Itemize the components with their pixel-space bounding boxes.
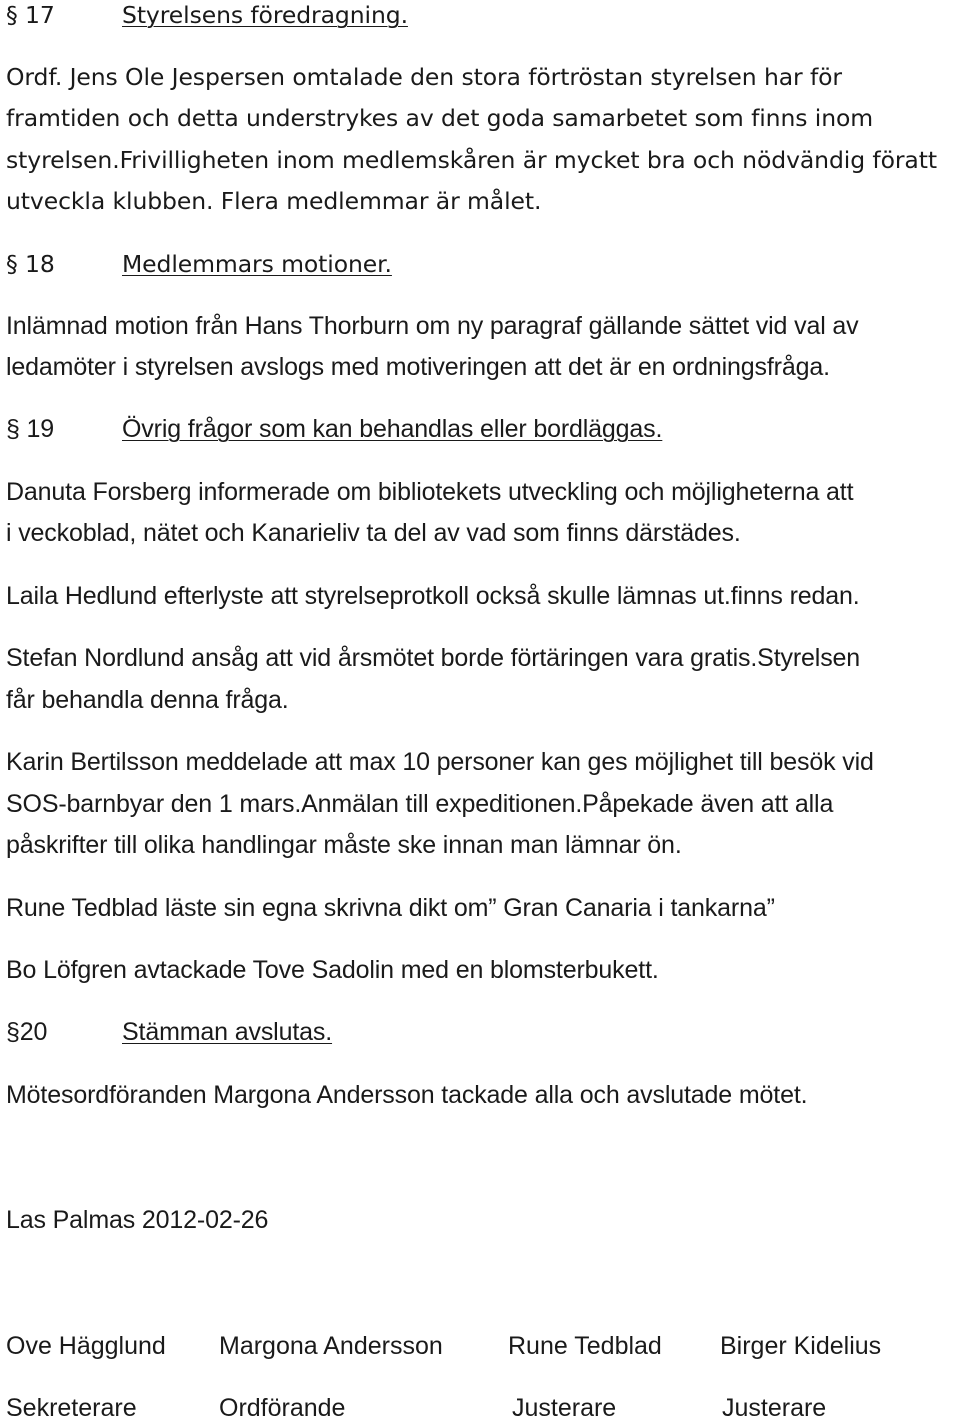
section-number: § 19 xyxy=(6,415,55,443)
paragraph-line: styrelsen.Frivilligheten inom medlemskåren är mycket bra och nödvändig föratt xyxy=(6,146,937,174)
paragraph-line: Bo Löfgren avtackade Tove Sadolin med en blomsterbukett. xyxy=(6,956,659,984)
section-heading-20 xyxy=(6,1017,332,1047)
signature-name: Margona Andersson xyxy=(219,1332,443,1360)
paragraph-line: Stefan Nordlund ansåg att vid årsmötet borde förtäringen vara gratis.Styrelsen xyxy=(6,644,861,672)
section-title: Styrelsens föredragning. xyxy=(122,1,408,29)
section-number: §20 xyxy=(6,1018,48,1046)
paragraph-line: påskrifter till olika handlingar måste ske innan man lämnar ön. xyxy=(6,831,682,859)
paragraph-line: utveckla klubben. Flera medlemmar är målet. xyxy=(6,187,542,215)
paragraph-line: Danuta Forsberg informerade om bibliotekets utveckling och möjligheterna att xyxy=(6,478,854,506)
section-title: Stämman avslutas. xyxy=(122,1018,333,1046)
section-title: Medlemmars motioner. xyxy=(122,250,392,278)
paragraph-line: Ordf. Jens Ole Jespersen omtalade den stora förtröstan styrelsen har för xyxy=(6,63,842,91)
signature-name: Birger Kidelius xyxy=(720,1332,882,1360)
section-number: § 18 xyxy=(6,250,55,278)
paragraph-line: framtiden och detta understrykes av det goda samarbetet som finns inom xyxy=(6,104,874,132)
signature-role: Justerare xyxy=(512,1394,617,1422)
paragraph-line: i veckoblad, nätet och Kanarieliv ta del av vad som finns därstädes. xyxy=(6,519,741,547)
paragraph-line: SOS-barnbyar den 1 mars.Anmälan till expeditionen.Påpekade även att alla xyxy=(6,790,834,818)
signature-role: Ordförande xyxy=(219,1394,346,1422)
signature-name: Ove Hägglund xyxy=(6,1332,166,1360)
section-title: Övrig frågor som kan behandlas eller bordläggas. xyxy=(122,415,663,443)
section-heading-19 xyxy=(6,414,662,444)
signature-role: Sekreterare xyxy=(6,1394,137,1422)
section-heading-18 xyxy=(6,249,392,279)
section-heading-17 xyxy=(6,0,408,30)
paragraph-line: får behandla denna fråga. xyxy=(6,686,289,714)
paragraph-line: Laila Hedlund efterlyste att styrelseprotkoll också skulle lämnas ut.finns redan. xyxy=(6,582,860,610)
paragraph-line: Karin Bertilsson meddelade att max 10 personer kan ges möjlighet till besök vid xyxy=(6,748,874,776)
signature-role: Justerare xyxy=(722,1394,827,1422)
paragraph-line: Rune Tedblad läste sin egna skrivna dikt om” Gran Canaria i tankarna” xyxy=(6,894,775,922)
paragraph-line: Inlämnad motion från Hans Thorburn om ny paragraf gällande sättet vid val av xyxy=(6,312,859,340)
signature-names-row xyxy=(0,1331,960,1365)
paragraph-line: Mötesordföranden Margona Andersson tackade alla och avslutade mötet. xyxy=(6,1081,808,1109)
signature-name: Rune Tedblad xyxy=(508,1332,662,1360)
paragraph-line: ledamöter i styrelsen avslogs med motiveringen att det är en ordningsfråga. xyxy=(6,353,830,381)
section-number: § 17 xyxy=(6,1,55,29)
place-date: Las Palmas 2012-02-26 xyxy=(6,1206,269,1234)
